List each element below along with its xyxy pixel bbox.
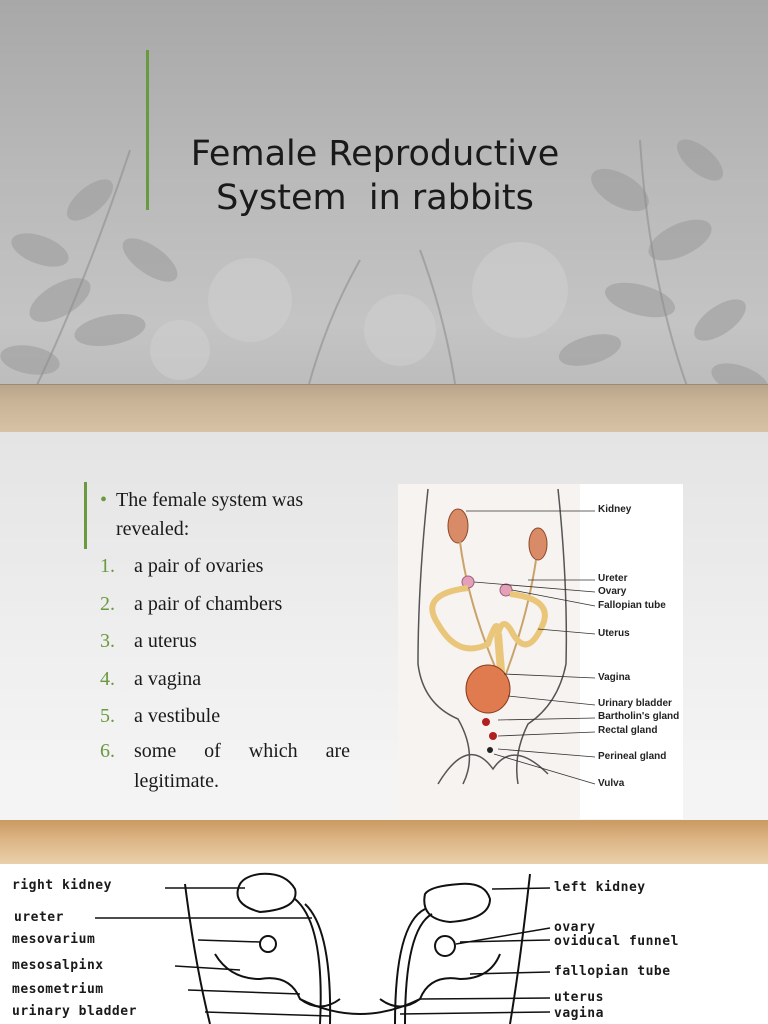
- list-number: 3.: [100, 630, 115, 653]
- numbered-list: [100, 548, 350, 796]
- label-mesovarium: mesovarium: [12, 932, 96, 947]
- label-vagina: Vagina: [598, 672, 631, 683]
- label-ovary: Ovary: [598, 586, 627, 597]
- list-number: 6.: [100, 739, 115, 762]
- content-accent-bar: [84, 482, 87, 549]
- label-right-kidney: right kidney: [12, 878, 112, 893]
- label-kidney: Kidney: [598, 504, 632, 515]
- label-fallopian-tube: Fallopian tube: [598, 600, 666, 611]
- label-oviducal-funnel: oviducal funnel: [554, 934, 679, 949]
- label-fallopian-tube: fallopian tube: [554, 964, 671, 979]
- list-number: 1.: [100, 555, 115, 578]
- bullet-text: The female system was revealed:: [116, 489, 304, 540]
- label-urinary-bladder: urinary bladder: [12, 1004, 137, 1019]
- label-mesosalpinx: mesosalpinx: [12, 958, 104, 973]
- floor-band: [0, 820, 768, 864]
- list-item: [100, 548, 350, 586]
- label-ovary: ovary: [554, 920, 596, 935]
- list-item: [100, 586, 350, 624]
- list-item: [100, 736, 350, 796]
- label-uterus: Uterus: [598, 628, 630, 639]
- label-mesometrium: mesometrium: [12, 982, 104, 997]
- list-item: [100, 698, 350, 736]
- label-rectal-gland: Rectal gland: [598, 725, 658, 736]
- title-slide: [0, 0, 768, 432]
- diagram-slide: [0, 864, 768, 1024]
- content-text: [100, 486, 350, 796]
- title-accent-bar: [146, 50, 149, 210]
- list-text: a vestibule: [134, 705, 221, 728]
- title-line-2: System in rabbits: [216, 178, 534, 218]
- label-vagina: vagina: [554, 1006, 604, 1021]
- label-uterus: uterus: [554, 990, 604, 1005]
- label-ureter: ureter: [14, 910, 64, 925]
- list-text: some of which are legitimate.: [134, 739, 350, 792]
- list-number: 5.: [100, 705, 115, 728]
- anatomy-diagram: [398, 484, 683, 819]
- label-vulva: Vulva: [598, 778, 625, 789]
- list-text: a pair of chambers: [134, 592, 283, 615]
- list-number: 4.: [100, 667, 115, 690]
- label-left-kidney: left kidney: [554, 880, 646, 895]
- slide-title: [150, 132, 600, 220]
- list-text: a uterus: [134, 630, 197, 653]
- label-bartholins-gland: Bartholin's gland: [598, 711, 680, 722]
- bullet-point: [100, 486, 350, 544]
- list-item: [100, 661, 350, 699]
- list-text: a vagina: [134, 667, 202, 690]
- anatomy-drawing: [398, 484, 683, 819]
- list-text: a pair of ovaries: [134, 555, 264, 578]
- label-perineal-gland: Perineal gland: [598, 751, 667, 762]
- label-ureter: Ureter: [598, 573, 628, 584]
- title-line-1: Female Reproductive: [190, 134, 560, 174]
- content-slide: [0, 432, 768, 864]
- list-number: 2.: [100, 592, 115, 615]
- bullet-icon: •: [100, 489, 108, 511]
- floor-band: [0, 385, 768, 432]
- list-item: [100, 623, 350, 661]
- label-urinary-bladder: Urinary bladder: [598, 698, 672, 709]
